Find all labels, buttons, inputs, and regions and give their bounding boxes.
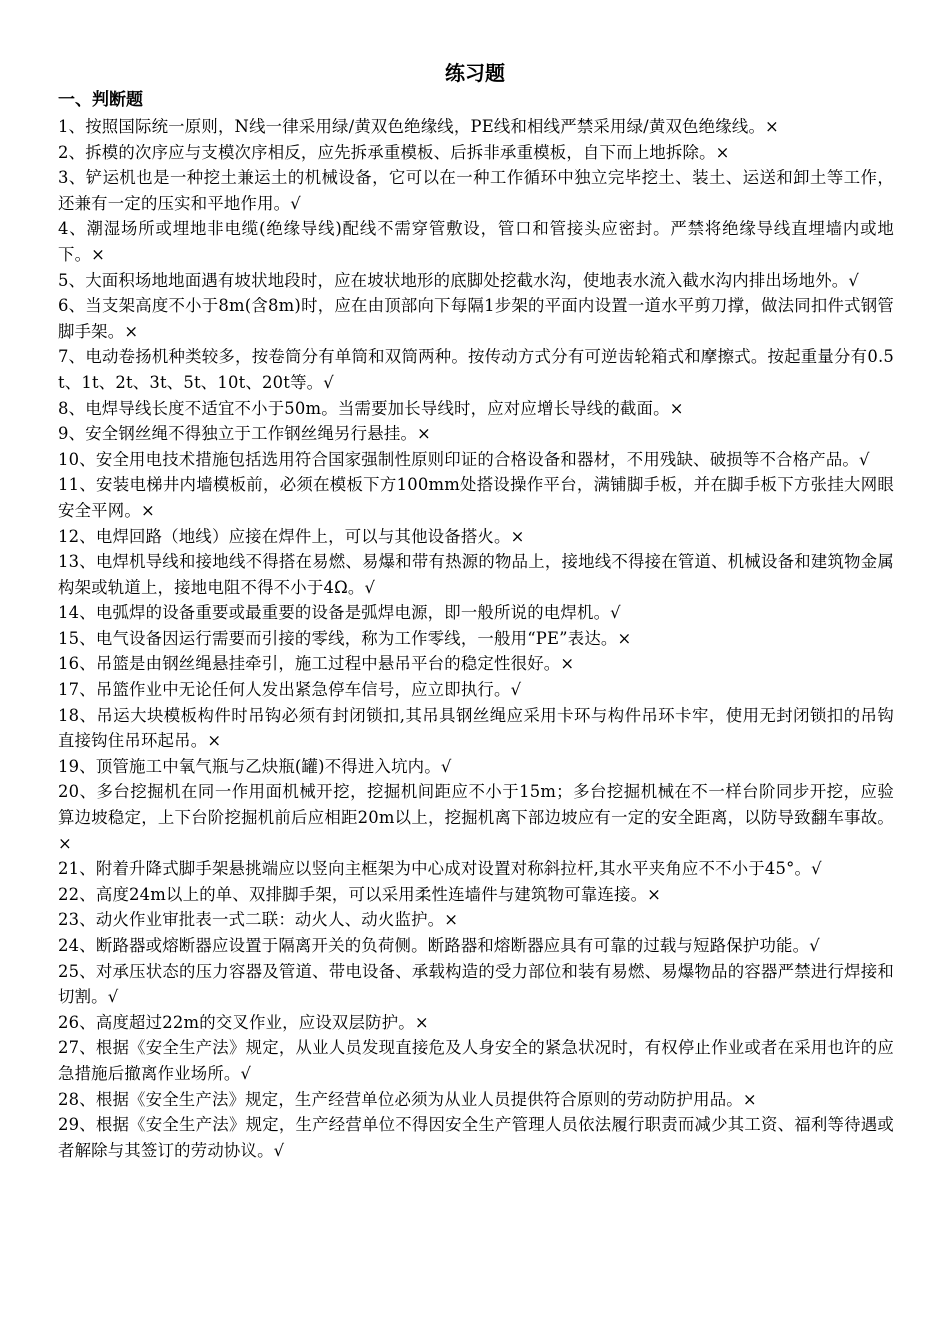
question-item: 9、安全钢丝绳不得独立于工作钢丝绳另行悬挂。× [58,424,431,444]
question-item: 6、当支架高度不小于8m(含8m)时，应在由顶部向下每隔1步架的平面内设置一道水平剪刀撑，做法同扣件式钢管脚手架。× [58,296,894,341]
question-list [58,114,894,1163]
question-item: 12、电焊回路（地线）应接在焊件上，可以与其他设备搭火。× [58,526,525,546]
question-item: 11、安装电梯井内墙模板前，必须在模板下方100mm处搭设操作平台，满铺脚手板，并在脚手板下方张挂大网眼安全平网。× [58,475,894,520]
question-item: 1、按照国际统一原则，N线一律采用绿/黄双色绝缘线，PE线和相线严禁采用绿/黄双色绝缘线。× [58,117,779,136]
question-item: 25、对承压状态的压力容器及管道、带电设备、承载构造的受力部位和装有易燃、易爆物品的容器严禁进行焊接和切割。√ [58,961,894,1007]
question-item: 15、电气设备因运行需要而引接的零线，称为工作零线，一般用“PE”表达。× [58,628,632,648]
question-item: 26、高度超过22m的交叉作业，应设双层防护。× [58,1012,429,1032]
question-item: 10、安全用电技术措施包括选用符合国家强制性原则印证的合格设备和器材，不用残缺、破损等不合格产品。√ [58,449,870,469]
question-item: 8、电焊导线长度不适宜不小于50m。当需要加长导线时，应对应增长导线的截面。× [58,398,684,418]
question-item: 3、铲运机也是一种挖土兼运土的机械设备，它可以在一种工作循环中独立完毕挖土、装土、运送和卸土等工作，还兼有一定的压实和平地作用。√ [58,168,894,213]
question-item: 18、吊运大块模板构件时吊钩必须有封闭锁扣,其吊具钢丝绳应采用卡环与构件吊环卡牢，使用无封闭锁扣的吊钩直接钩住吊环起吊。× [58,705,894,751]
question-item: 24、断路器或熔断器应设置于隔离开关的负荷侧。断路器和熔断器应具有可靠的过载与短路保护功能。√ [58,936,820,955]
question-item: 14、电弧焊的设备重要或最重要的设备是弧焊电源，即一般所说的电焊机。√ [58,603,621,623]
section-heading: 一、判断题 [58,90,143,110]
question-item: 20、多台挖掘机在同一作用面机械开挖，挖掘机间距应不小于15m；多台挖掘机械在不一样台阶同步开挖，应验算边坡稳定，上下台阶挖掘机前后应相距20m以上，挖掘机离下部边坡应有一定的安全距离，以防导致翻车事故。× [58,782,894,853]
question-item: 4、潮湿场所或埋地非电缆(绝缘导线)配线不需穿管敷设，管口和管接头应密封。严禁将绝缘导线直埋墙内或地下。× [58,219,894,264]
question-item: 29、根据《安全生产法》规定，生产经营单位不得因安全生产管理人员依法履行职责而减少其工资、福利等待遇或者解除与其签订的劳动协议。√ [58,1115,894,1160]
question-item: 27、根据《安全生产法》规定，从业人员发现直接危及人身安全的紧急状况时，有权停止作业或者在采用也许的应急措施后撤离作业场所。√ [58,1038,894,1083]
question-item: 17、吊篮作业中无论任何人发出紧急停车信号，应立即执行。√ [58,680,522,700]
question-item: 16、吊篮是由钢丝绳悬挂牵引，施工过程中悬吊平台的稳定性很好。× [58,654,575,674]
question-item: 21、附着升降式脚手架悬挑端应以竖向主框架为中心成对设置对称斜拉杆,其水平夹角应不不小于45°。√ [58,859,822,879]
page-title: 练习题 [445,61,505,85]
question-item: 19、顶管施工中氧气瓶与乙炔瓶(罐)不得进入坑内。√ [58,756,452,776]
question-item: 22、高度24m以上的单、双排脚手架，可以采用柔性连墙件与建筑物可靠连接。× [58,884,662,904]
question-item: 28、根据《安全生产法》规定，生产经营单位必须为从业人员提供符合原则的劳动防护用品。× [58,1089,757,1109]
question-item: 5、大面积场地地面遇有坡状地段时，应在坡状地形的底脚处挖截水沟，使地表水流入截水沟内排出场地外。√ [58,270,860,290]
question-item: 2、拆模的次序应与支模次序相反，应先拆承重模板、后拆非承重模板，自下而上地拆除。× [58,142,730,162]
question-item: 7、电动卷扬机种类较多，按卷筒分有单筒和双筒两种。按传动方式分有可逆齿轮箱式和摩擦式。按起重量分有0.5t、1t、2t、3t、5t、10t、20t等。√ [58,347,894,392]
question-item: 13、电焊机导线和接地线不得搭在易燃、易爆和带有热源的物品上，接地线不得接在管道、机械设备和建筑物金属构架或轨道上，接地电阻不得不小于4Ω。√ [58,552,894,597]
question-item: 23、动火作业审批表一式二联：动火人、动火监护。× [58,910,459,930]
